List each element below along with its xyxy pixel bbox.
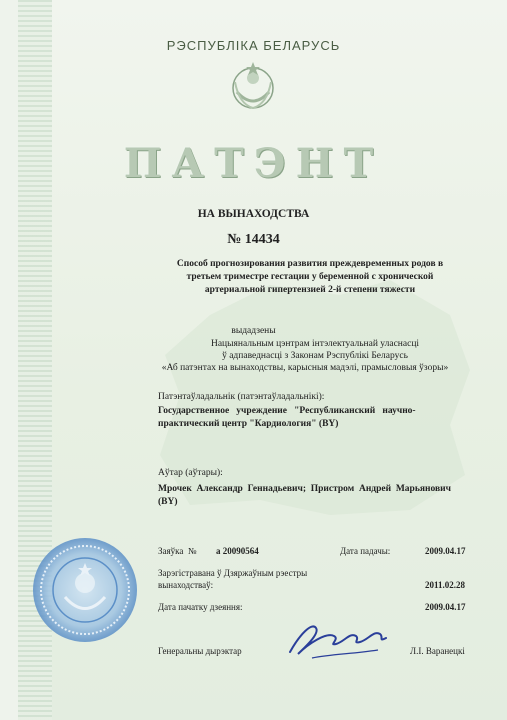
application-label: Заяўка №: [158, 546, 197, 556]
issued-label: выдадзены: [231, 326, 276, 336]
invention-title-line: Способ прогнозирования развития преждевременных родов в: [176, 259, 444, 269]
patent-subtitle: НА ВЫНАХОДСТВА: [197, 208, 310, 220]
hologram-seal-icon: [30, 535, 140, 645]
filing-date: 2009.04.17: [425, 546, 466, 556]
registered-label: вынаходстваў:: [158, 580, 214, 590]
start-date: 2009.04.17: [425, 602, 466, 612]
signatory-title: Генеральны дырэктар: [158, 646, 242, 656]
registered-date: 2011.02.28: [425, 580, 466, 590]
application-number: а 20090564: [216, 546, 259, 556]
belarus-emblem-icon: [227, 60, 279, 112]
left-margin: [0, 0, 18, 720]
issued-body: [161, 338, 455, 374]
signatory-name: Л.І. Варанецкі: [410, 646, 465, 656]
holder-label: Патэнтаўладальнік (патэнтаўладальнікі):: [158, 392, 325, 402]
start-label: Дата пачатку дзеяння:: [158, 602, 243, 612]
authors-line: (BY): [158, 497, 178, 507]
filing-label: Дата падачы:: [340, 546, 391, 556]
invention-title-line: третьем триместре гестации у беременной с хронической: [186, 272, 434, 282]
handwritten-signature: [282, 614, 392, 662]
patent-number: № 14434: [227, 232, 280, 247]
holder-line: Государственное учреждение "Республиканский научно-: [158, 406, 416, 416]
authors-line: Мрочек Александр Геннадьевич; Пристром Андрей Марьянович: [158, 484, 451, 494]
holder-line: практический центр "Кардиология" (BY): [158, 419, 339, 429]
invention-title-line: артериальной гипертензией 2-й степени тяжести: [204, 285, 416, 295]
issued-line: ў адпаведнасці з Законам Рэспублікі Беларусь: [222, 351, 408, 361]
issued-line: «Аб патэнтах на вынаходствы, карысныя мадэлі, прамысловыя ўзоры»: [161, 363, 449, 373]
republic-heading: РЭСПУБЛІКА БЕЛАРУСЬ: [166, 38, 341, 53]
issued-line: Нацыянальным цэнтрам інтэлектуальнай уласнасці: [210, 339, 420, 349]
invention-title: [160, 258, 460, 297]
patent-title: ПАТЭНТ: [123, 140, 384, 187]
registered-label: Зарэгістравана ў Дзяржаўным рэестры: [158, 568, 308, 578]
authors-label: Аўтар (аўтары):: [158, 468, 223, 478]
